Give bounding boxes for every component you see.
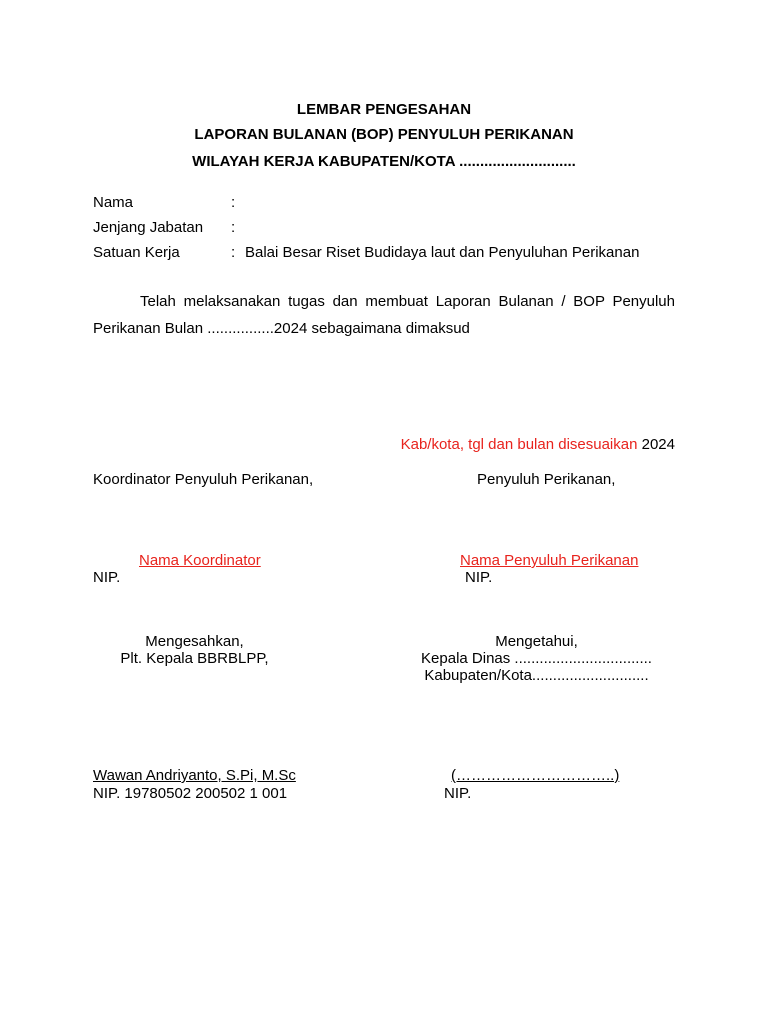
ratify-label: Mengesahkan,: [145, 633, 244, 650]
date-placeholder: Kab/kota, tgl dan bulan disesuaikan: [400, 436, 638, 453]
paragraph-line-2: Perikanan Bulan ................2024 sebagaimana dimaksud: [93, 320, 470, 337]
head-bbrblpp-label: Plt. Kepala BBRBLPP,: [120, 650, 269, 667]
date-line: [401, 436, 675, 454]
work-area-title: WILAYAH KERJA KABUPATEN/KOTA ............................: [192, 153, 576, 170]
coordinator-role: Koordinator Penyuluh Perikanan,: [93, 471, 314, 488]
coordinator-name: Nama Koordinator: [139, 552, 261, 569]
paragraph-line-1: [93, 293, 675, 311]
coordinator-nip: NIP.: [93, 569, 121, 586]
field-colon-nama: :: [231, 194, 236, 211]
head-of-office-nip: NIP.: [444, 785, 472, 802]
head-of-office-label: Kepala Dinas .................................: [421, 650, 652, 667]
field-colon-satuan-kerja: :: [231, 244, 236, 261]
head-bbrblpp-name: Wawan Andriyanto, S.Pi, M.Sc: [93, 767, 296, 784]
extension-officer-nip: NIP.: [465, 569, 493, 586]
field-label-nama: Nama: [93, 194, 134, 211]
extension-officer-name: Nama Penyuluh Perikanan: [460, 552, 639, 569]
extension-officer-role: Penyuluh Perikanan,: [477, 471, 616, 488]
field-label-jenjang-jabatan: Jenjang Jabatan: [93, 219, 204, 236]
date-year: 2024: [641, 436, 675, 453]
field-value-satuan-kerja: Balai Besar Riset Budidaya laut dan Penyuluhan Perikanan: [245, 244, 640, 261]
document-title: LEMBAR PENGESAHAN: [296, 101, 472, 118]
head-bbrblpp-nip: NIP. 19780502 200502 1 001: [93, 785, 288, 802]
field-colon-jenjang-jabatan: :: [231, 219, 236, 236]
head-of-office-name: (…………………………..): [451, 767, 620, 784]
report-title: LAPORAN BULANAN (BOP) PENYULUH PERIKANAN: [194, 126, 574, 143]
field-label-satuan-kerja: Satuan Kerja: [93, 244, 180, 261]
acknowledge-label: Mengetahui,: [495, 633, 578, 650]
regency-city-label: Kabupaten/Kota............................: [424, 667, 649, 684]
paragraph-text-1: Telah melaksanakan tugas dan membuat Laporan Bulanan / BOP Penyuluh: [140, 293, 675, 310]
